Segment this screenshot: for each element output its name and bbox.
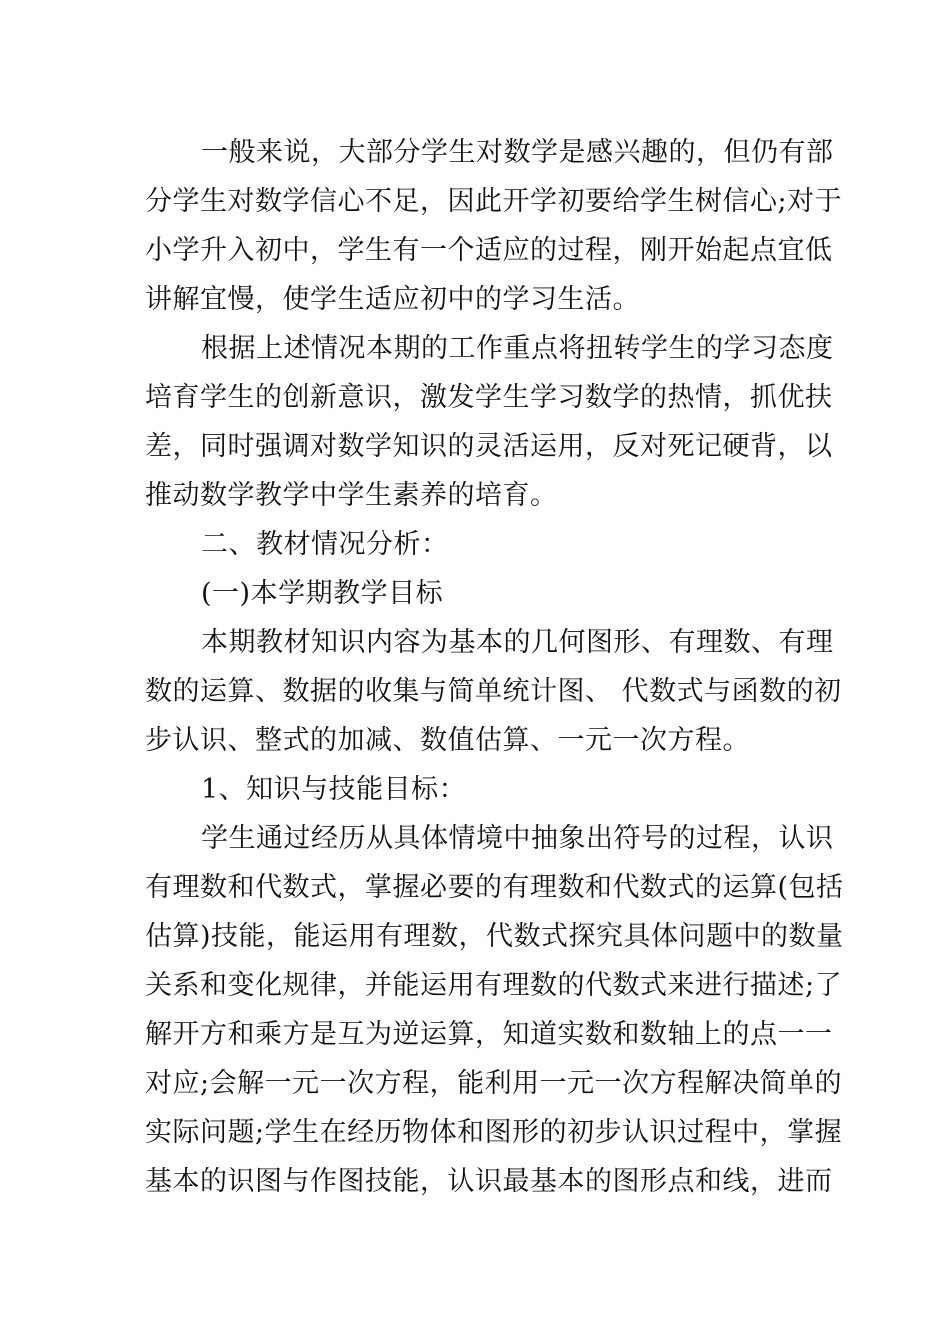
text-line: 小学升入初中，学生有一个适应的过程，刚开始起点宜低 xyxy=(145,235,833,266)
paragraph-content xyxy=(145,618,842,765)
text-line: 培育学生的创新意识，激发学生学习数学的热情，抓优扶 xyxy=(145,382,833,413)
text-line: 差，同时强调对数学知识的灵活运用，反对死记硬背，以 xyxy=(145,431,833,462)
text-line: 步认识、整式的加减、数值估算、一元一次方程。 xyxy=(145,725,750,756)
text-line: 估算)技能，能运用有理数，代数式探究具体问题中的数量 xyxy=(145,921,844,952)
text-line: 本期教材知识内容为基本的几何图形、有理数、有理 xyxy=(201,627,834,658)
paragraph-goals xyxy=(145,814,844,1206)
paragraph-focus xyxy=(145,324,834,520)
subsection-heading xyxy=(145,569,805,618)
text-line: 有理数和代数式，掌握必要的有理数和代数式的运算(包括 xyxy=(145,872,844,903)
text-line: 一般来说，大部分学生对数学是感兴趣的，但仍有部 xyxy=(201,137,834,168)
text-line: 解开方和乘方是互为逆运算，知道实数和数轴上的点一一 xyxy=(145,1019,833,1050)
text-line: 对应;会解一元一次方程，能利用一元一次方程解决简单的 xyxy=(145,1068,843,1099)
text-line: 推动数学教学中学生素养的培育。 xyxy=(145,480,558,511)
section-heading xyxy=(145,520,805,569)
text-line: 关系和变化规律，并能运用有理数的代数式来进行描述;了 xyxy=(145,970,843,1001)
text-line: 1、知识与技能目标： xyxy=(201,774,467,805)
text-line: 分学生对数学信心不足，因此开学初要给学生树信心;对于 xyxy=(145,186,843,217)
text-line: 数的运算、数据的收集与简单统计图、 代数式与函数的初 xyxy=(145,676,842,707)
text-line: 基本的识图与作图技能，认识最基本的图形点和线，进而 xyxy=(145,1166,833,1197)
text-line: 二、教材情况分析： xyxy=(201,529,449,560)
text-line: 学生通过经历从具体情境中抽象出符号的过程，认识 xyxy=(201,823,834,854)
document-page xyxy=(145,128,844,1206)
text-line: 根据上述情况本期的工作重点将扭转学生的学习态度 xyxy=(201,333,834,364)
text-line: 讲解宜慢，使学生适应初中的学习生活。 xyxy=(145,284,640,315)
goal-heading xyxy=(145,765,805,814)
paragraph-intro xyxy=(145,128,843,324)
text-line: 实际问题;学生在经历物体和图形的初步认识过程中，掌握 xyxy=(145,1117,843,1148)
text-line: (一)本学期教学目标 xyxy=(201,578,444,609)
